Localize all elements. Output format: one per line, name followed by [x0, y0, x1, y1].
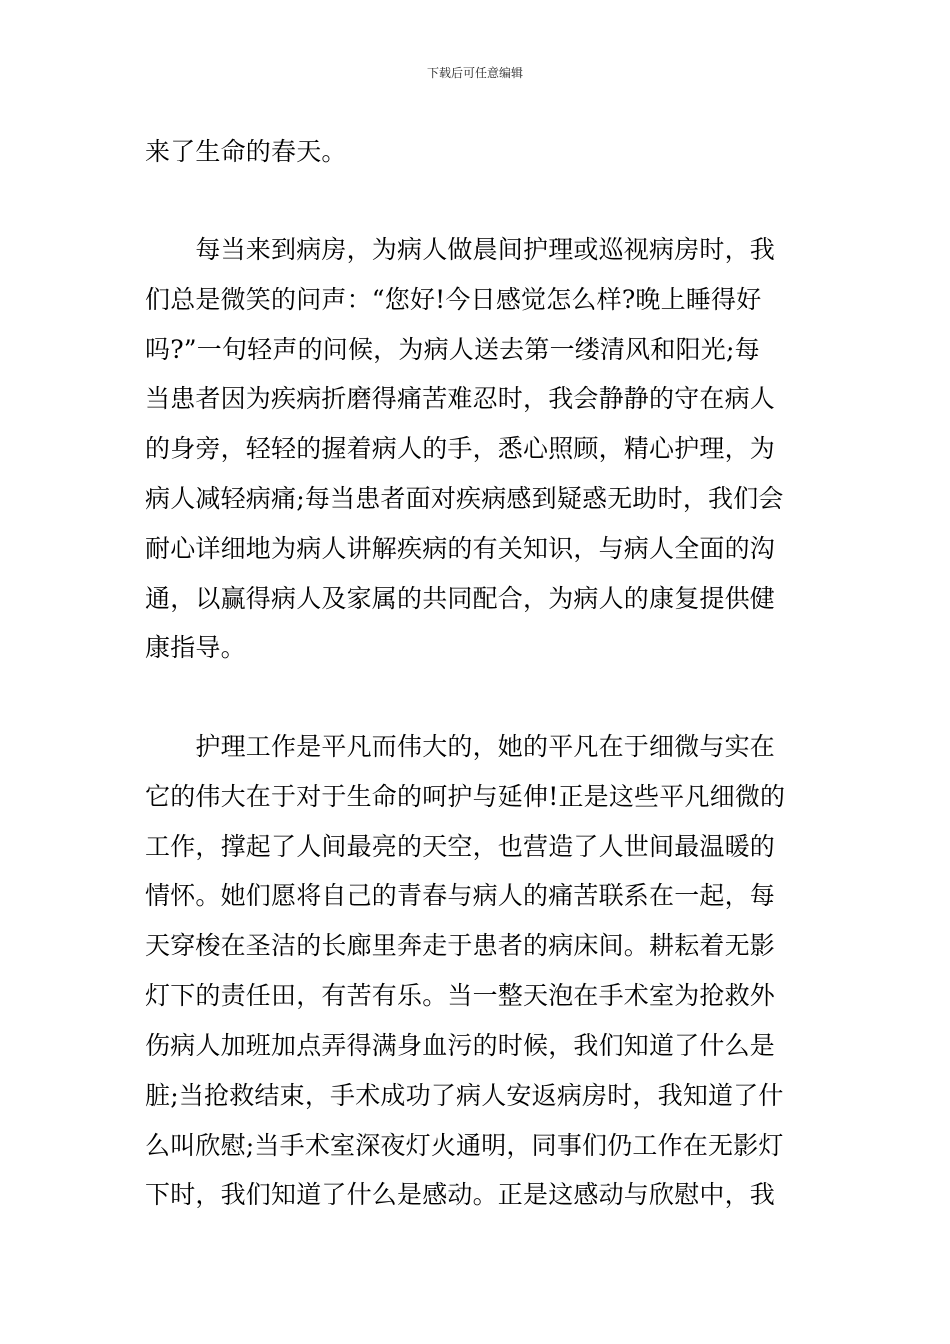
- text-line: 当患者因为疾病折磨得痛苦难忍时，我会静静的守在病人: [145, 384, 776, 413]
- text-line: 伤病人加班加点弄得满身血污的时候，我们知道了什么是: [145, 1031, 776, 1060]
- text-line: 们总是微笑的问声：“您好!今日感觉怎么样?晚上睡得好: [145, 285, 762, 314]
- text-line: 吗?”一句轻声的问候，为病人送去第一缕清风和阳光;每: [145, 335, 760, 364]
- text-line: 下时，我们知道了什么是感动。正是这感动与欣慰中，我: [145, 1180, 776, 1209]
- text-line: 情怀。她们愿将自己的青春与病人的痛苦联系在一起，每: [145, 881, 776, 910]
- text-line: 它的伟大在于对于生命的呵护与延伸!正是这些平凡细微的: [145, 782, 786, 811]
- text-line: 每当来到病房，为病人做晨间护理或巡视病房时，我: [145, 235, 776, 264]
- text-line: 耐心详细地为病人讲解疾病的有关知识，与病人全面的沟: [145, 534, 776, 563]
- text-line: 的身旁，轻轻的握着病人的手，悉心照顾，精心护理，为: [145, 434, 776, 463]
- text-line: 病人减轻病痛;每当患者面对疾病感到疑惑无助时，我们会: [145, 484, 784, 513]
- text-line: 么叫欣慰;当手术室深夜灯火通明，同事们仍工作在无影灯: [145, 1131, 784, 1160]
- text-line: 工作，撑起了人间最亮的天空，也营造了人世间最温暖的: [145, 832, 776, 861]
- text-line: 康指导。: [145, 633, 246, 662]
- text-line: 脏;当抢救结束，手术成功了病人安返病房时，我知道了什: [145, 1081, 784, 1110]
- text-line: 护理工作是平凡而伟大的，她的平凡在于细微与实在: [145, 732, 776, 761]
- text-line: 通，以赢得病人及家属的共同配合，为病人的康复提供健: [145, 584, 776, 613]
- text-line: 来了生命的春天。: [145, 137, 347, 166]
- text-line: 天穿梭在圣洁的长廊里奔走于患者的病床间。耕耘着无影: [145, 931, 776, 960]
- page-header: 下载后可任意编辑: [426, 66, 523, 80]
- text-line: 灯下的责任田，有苦有乐。当一整天泡在手术室为抢救外: [145, 981, 776, 1010]
